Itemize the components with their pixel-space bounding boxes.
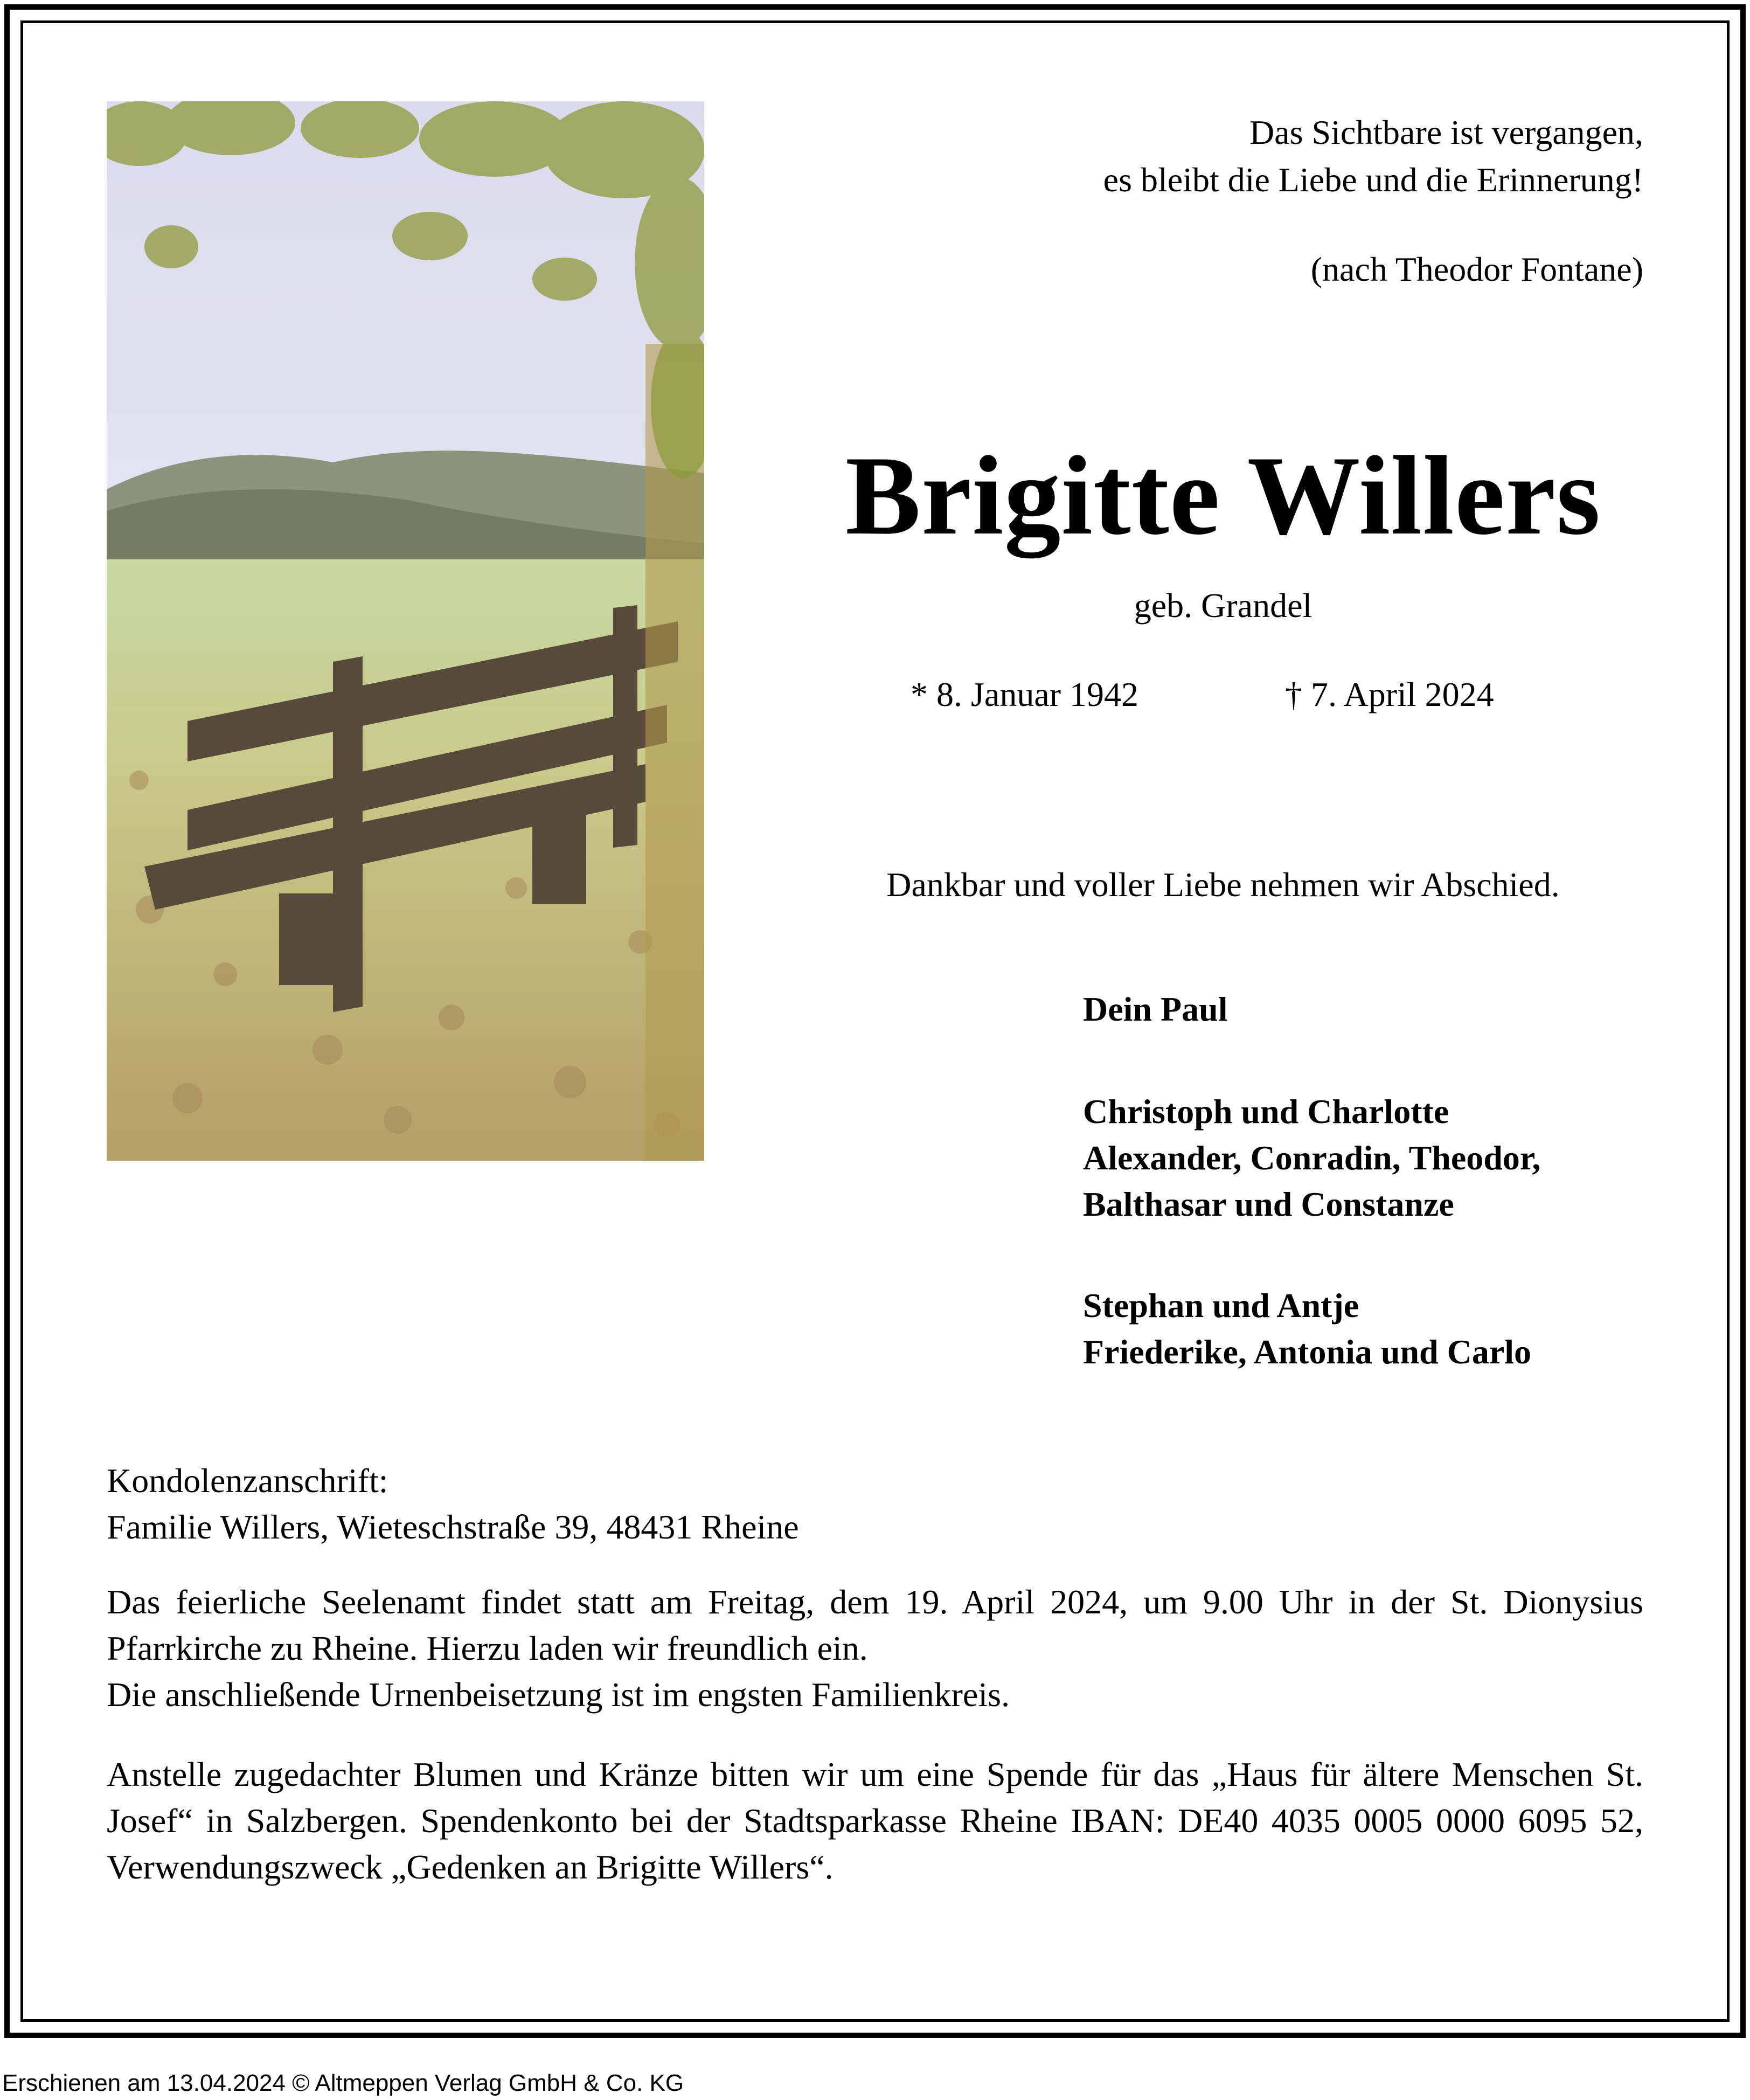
maiden-name: geb. Grandel <box>1134 586 1313 625</box>
quote-source: (nach Theodor Fontane) <box>1310 250 1643 288</box>
death-date: † 7. April 2024 <box>1285 675 1494 713</box>
mourner-line: Stephan und Antje <box>1083 1286 1359 1325</box>
condolence-address-block <box>107 1458 1643 1550</box>
mourner-line: Dein Paul <box>1083 990 1228 1028</box>
deceased-name: Brigitte Willers <box>845 433 1601 558</box>
mourner-group-3 <box>1083 1283 1531 1375</box>
quote-line-1: Das Sichtbare ist vergangen, <box>1249 113 1643 151</box>
mourner-line: Christoph und Charlotte <box>1083 1092 1449 1131</box>
mourner-line: Balthasar und Constanze <box>1083 1185 1454 1223</box>
farewell-text: Dankbar und voller Liebe nehmen wir Abschied. <box>886 865 1560 904</box>
epigraph-quote <box>1103 109 1643 204</box>
bench-landscape-photo <box>107 101 704 1161</box>
publication-footer: Erschienen am 13.04.2024 © Altmeppen Verlag GmbH & Co. KG <box>2 2070 684 2096</box>
donation-text: Anstelle zugedachter Blumen und Kränze bitten wir um eine Spende für das „Haus für ältere Menschen St. Josef“ in Salzbergen. Spendenkonto bei der Stadtsparkasse Rheine IBAN: DE40 4035 0005 0000 6095 52, Verwendungszweck „Gedenken an Brigitte Willers“. <box>107 1755 1643 1886</box>
quote-line-2: es bleibt die Liebe und die Erinnerung! <box>1103 161 1643 199</box>
condolence-address: Familie Willers, Wieteschstraße 39, 48431 Rheine <box>107 1508 799 1546</box>
condolence-label: Kondolenzanschrift: <box>107 1461 388 1500</box>
burial-text: Die anschließende Urnenbeisetzung ist im engsten Familienkreis. <box>107 1675 1010 1714</box>
birth-date: * 8. Januar 1942 <box>911 675 1139 713</box>
mourner-group-2 <box>1083 1089 1540 1228</box>
service-text: Das feierliche Seelenamt findet statt am Freitag, dem 19. April 2024, um 9.00 Uhr in der St. Dionysius Pfarrkirche zu Rheine. Hierzu laden wir freundlich ein. <box>107 1583 1643 1667</box>
mourner-line: Alexander, Conradin, Theodor, <box>1083 1139 1541 1177</box>
service-block <box>107 1579 1643 1718</box>
mourner-line: Friederike, Antonia und Carlo <box>1083 1333 1532 1371</box>
mourner-group-1 <box>1083 986 1227 1032</box>
